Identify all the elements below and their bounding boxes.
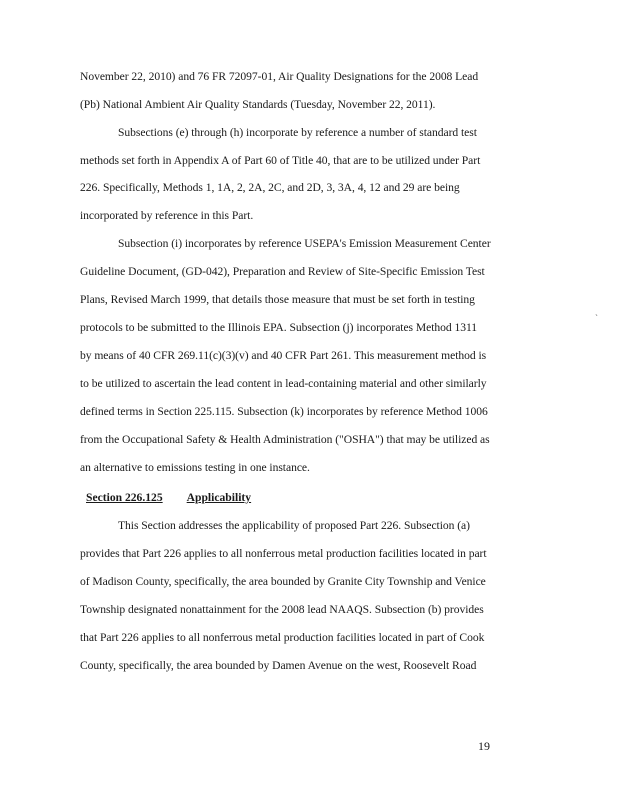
section-number: Section 226.125	[86, 491, 163, 504]
paragraph3-line: protocols to be submitted to the Illinois EPA. Subsection (j) incorporates Method 1311	[80, 321, 478, 334]
paragraph4-line: that Part 226 applies to all nonferrous metal production facilities located in part of Cook	[80, 631, 485, 644]
paragraph3-line: an alternative to emissions testing in one instance.	[80, 461, 310, 474]
section-heading	[86, 491, 251, 505]
paragraph2-line: methods set forth in Appendix A of Part 60 of Title 40, that are to be utilized under Part	[80, 154, 481, 167]
paragraph4-line: of Madison County, specifically, the area bounded by Granite City Township and Venice	[80, 575, 486, 588]
paragraph3-line: Guideline Document, (GD-042), Preparation and Review of Site-Specific Emission Test	[80, 265, 485, 278]
paragraph3-line: from the Occupational Safety & Health Administration ("OSHA") that may be utilized as	[80, 433, 490, 446]
paragraph4-line: Township designated nonattainment for the 2008 lead NAAQS. Subsection (b) provides	[80, 603, 484, 616]
paragraph3-line: by means of 40 CFR 269.11(c)(3)(v) and 40 CFR Part 261. This measurement method is	[80, 349, 487, 362]
paragraph3-line: Plans, Revised March 1999, that details those measure that must be set forth in testing	[80, 293, 475, 306]
section-title: Applicability	[186, 491, 252, 504]
paragraph4-line: This Section addresses the applicability of proposed Part 226. Subsection (a)	[118, 519, 470, 532]
paragraph4-line: County, specifically, the area bounded by Damen Avenue on the west, Roosevelt Road	[80, 659, 477, 672]
scan-mark: `	[595, 313, 598, 323]
paragraph2-line: incorporated by reference in this Part.	[80, 209, 254, 222]
page-number: 19	[478, 739, 490, 753]
paragraph2-line: 226. Specifically, Methods 1, 1A, 2, 2A, 2C, and 2D, 3, 3A, 4, 12 and 29 are being	[80, 181, 460, 194]
paragraph3-line: defined terms in Section 225.115. Subsection (k) incorporates by reference Method 1006	[80, 405, 488, 418]
paragraph4-line: provides that Part 226 applies to all nonferrous metal production facilities located in part	[80, 547, 487, 560]
paragraph3-line: to be utilized to ascertain the lead content in lead-containing material and other similarly	[80, 377, 487, 390]
paragraph1-line: November 22, 2010) and 76 FR 72097-01, Air Quality Designations for the 2008 Lead	[80, 70, 479, 83]
paragraph2-line: Subsections (e) through (h) incorporate by reference a number of standard test	[118, 126, 477, 139]
paragraph3-line: Subsection (i) incorporates by reference USEPA's Emission Measurement Center	[118, 237, 491, 250]
paragraph1-line: (Pb) National Ambient Air Quality Standards (Tuesday, November 22, 2011).	[80, 98, 436, 111]
